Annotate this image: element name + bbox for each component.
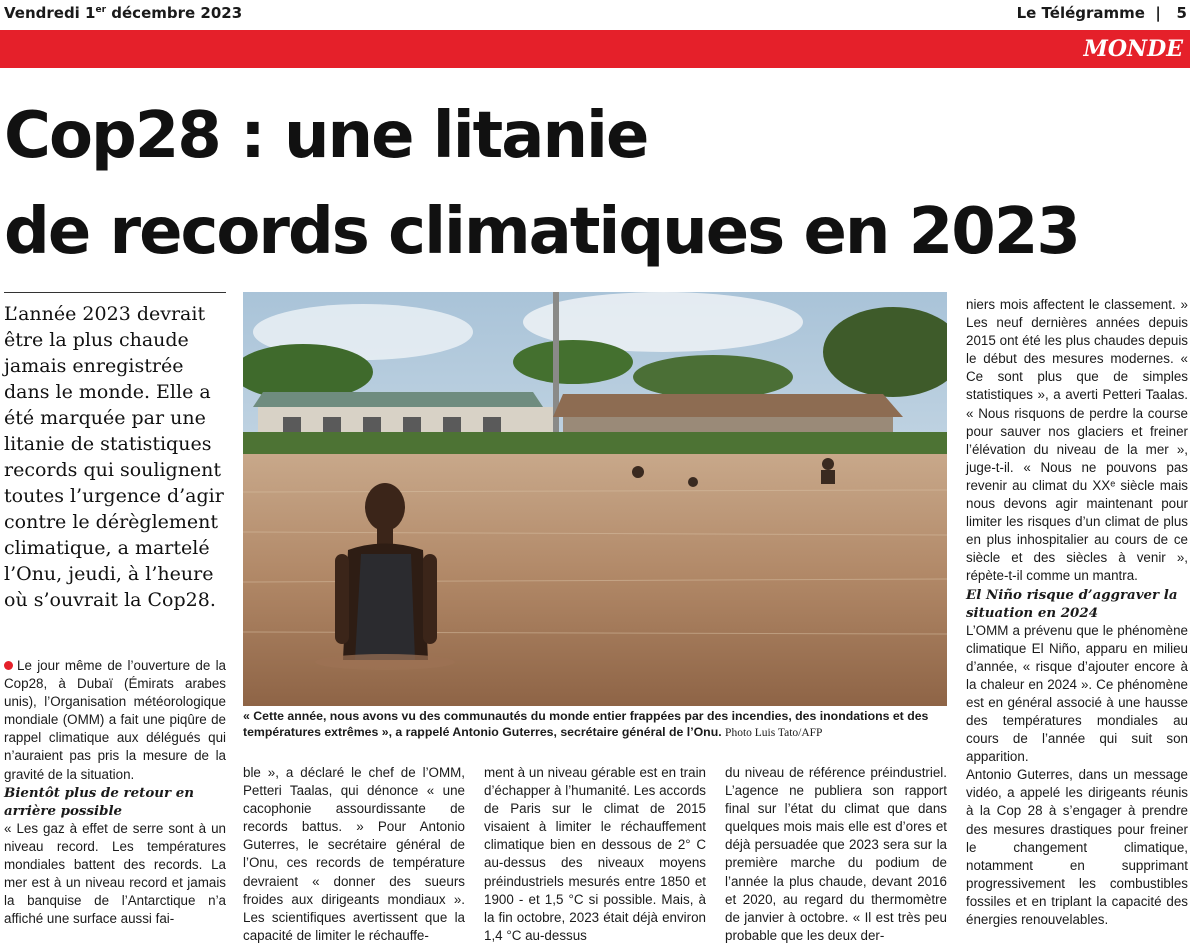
headline-line-2: de records climatiques en 2023 <box>4 195 1079 269</box>
article-photo <box>243 292 947 706</box>
paragraph: L’OMM a prévenu que le phénomène climatique El Niño, apparu en milieu d’année, « risque d’ajouter encore à la chaleur en 2024 ». Ce phénomène est en général associé à une hausse des températures mondiales au cours de l’année qui suit son apparition. <box>966 622 1188 765</box>
article-column-1 <box>4 657 226 928</box>
intertitle: El Niño risque d’aggraver la situation en 2024 <box>966 586 1178 621</box>
article-column-4: du niveau de référence préindustriel. L’agence ne publiera son rapport final sur l’état du climat que dans quelques mois mais elle est d’ores et déjà persuadée que 2023 sera sur la première marche du podium de l’année la plus chaude, devant 2016 et 2020, au regard du thermomètre de janvier à octobre. « Il est très peu probable que les deux der- <box>725 765 947 943</box>
section-band <box>0 30 1190 68</box>
paragraph: Antonio Guterres, dans un message vidéo, a appelé les dirigeants réunis à la Cop 28 à s’engager à prendre des mesures drastiques pour freiner le changement climatique, notamment en supprimant progressivement les combustibles fossiles et en triplant la capacité des énergies renouvelables. <box>966 767 1188 927</box>
bullet-dot-icon <box>4 661 13 670</box>
article-column-3: ment à un niveau gérable est en train d’échapper à l’humanité. Les accords de Paris sur le climat de 2015 visaient à limiter le réchauffement climatique bien en dessous de 2° C au-dessus des niveaux moyens préindustriels mesurés entre 1850 et 1900 - et 1,5 °C si possible. Mais, à la fin octobre, 2023 était déjà environ 1,4 °C au-dessus <box>484 765 706 943</box>
issue-date: Vendredi 1er décembre 2023 <box>4 4 243 22</box>
paper-name-page-number: Le Télégramme | 5 <box>1016 4 1187 22</box>
lead-paragraph: L’année 2023 devrait être la plus chaude jamais enregistrée dans le monde. Elle a été marquée par une litanie de statistiques records qui soulignent toutes l’urgence d’agir contre le dérèglement climatique, a martelé l’Onu, jeudi, à l’heure où s’ouvrait la Cop28. <box>4 292 226 613</box>
top-bar <box>0 0 1195 26</box>
section-rubric: MONDE <box>1083 36 1183 62</box>
photo-caption: « Cette année, nous avons vu des communautés du monde entier frappées par des incendies, des inondations et des températures extrêmes », a rappelé Antonio Guterres, secrétaire général de l’Onu. Photo Luis Tato/AFP <box>243 709 929 739</box>
paragraph: « Les gaz à effet de serre sont à un niveau record. Les températures mondiales battent des records. La mer est à un niveau record et jamais la banquise de l’Antarctique n’a affiché une surface aussi fai- <box>4 820 226 927</box>
paragraph: niers mois affectent le classement. » Les neuf dernières années depuis 2015 ont été les plus chaudes depuis le début des mesures modernes. « Ce sont plus que de simples statistiques », a averti Petteri Taalas. « Nous risquons de perdre la course pour sauver nos glaciers et freiner l’élévation du niveau de la mer », juge-t-il. « Nous ne pouvons pas revenir au climat du XXᵉ siècle mais nous devons agir maintenant pour limiter les risques d’un climat de plus en plus inhospitalier au cours de ce siècle et des siècles à venir », répète-t-il comme un mantra. <box>966 297 1188 584</box>
headline <box>4 88 1189 280</box>
paragraph: Le jour même de l’ouverture de la Cop28, à Dubaï (Émirats arabes unis), l’Organisation météorologique mondiale (OMM) a fait une piqûre de rappel climatique aux délégués qui n’auraient pas pris la mesure de la gravité de la situation. <box>4 658 226 782</box>
photo-credit: Photo Luis Tato/AFP <box>725 727 823 739</box>
article-column-5 <box>966 296 1188 929</box>
article-column-2: ble », a déclaré le chef de l’OMM, Petteri Taalas, qui dénonce « une cacophonie assourdissante de records battus. » Pour Antonio Guterres, le secrétaire général de l’Onu, ces records de température devraient « donner des sueurs froides aux dirigeants mondiaux ». Les scientifiques avertissent que la capacité de limiter le réchauffe- <box>243 765 465 943</box>
intertitle: Bientôt plus de retour en arrière possible <box>4 784 194 819</box>
flood-photo-image <box>243 292 947 706</box>
headline-line-1: Cop28 : une litanie <box>4 99 648 173</box>
